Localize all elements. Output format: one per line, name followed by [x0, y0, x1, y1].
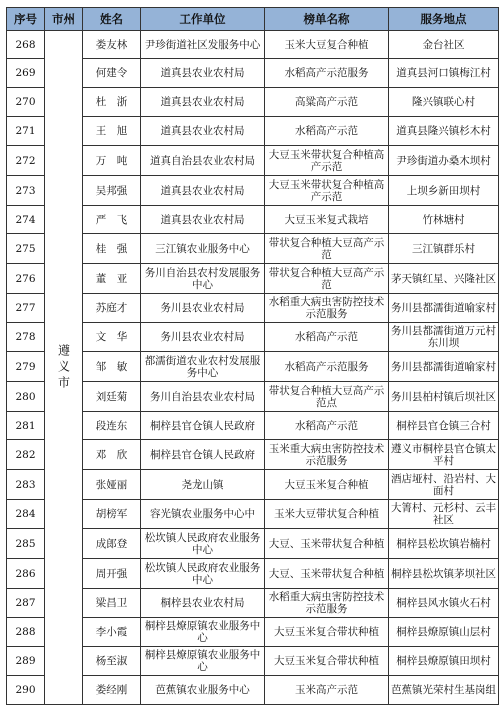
row-list-name: 玉米大豆带状复合种植 — [265, 500, 389, 529]
row-service-location: 桐梓县松坎镇茅坝社区 — [389, 559, 499, 589]
row-index: 279 — [7, 352, 45, 382]
row-list-name: 带状复合种植大豆高产示范 — [265, 234, 389, 264]
row-index: 277 — [7, 294, 45, 323]
row-name: 胡榜军 — [83, 500, 141, 529]
row-name: 娄友林 — [83, 31, 141, 59]
row-service-location: 茅天镇红星、兴隆社区 — [389, 264, 499, 294]
row-service-location: 务川县都濡街道喻家村 — [389, 352, 499, 382]
row-list-name: 大豆玉米复式栽培 — [265, 206, 389, 234]
row-employer: 务川自治县农村发展服务中心 — [141, 264, 265, 294]
row-name: 李小霞 — [83, 618, 141, 647]
row-employer: 道真自治县农业农村局 — [141, 146, 265, 176]
row-service-location: 道真县隆兴镇杉木村 — [389, 117, 499, 146]
roster-table — [6, 7, 499, 705]
row-index: 275 — [7, 234, 45, 264]
header-index: 序号 — [7, 8, 45, 31]
row-employer: 务川县农业农村局 — [141, 323, 265, 352]
row-name: 周开强 — [83, 559, 141, 589]
row-list-name: 水稻高产示范服务 — [265, 352, 389, 382]
row-name: 杜 浙 — [83, 88, 141, 117]
row-service-location: 桐梓县官仓镇三合村 — [389, 412, 499, 440]
row-name: 娄经刚 — [83, 676, 141, 705]
row-employer: 桐梓县农业农村局 — [141, 589, 265, 618]
row-index: 276 — [7, 264, 45, 294]
row-employer: 桐梓县燎原镇农业服务中心 — [141, 647, 265, 676]
row-service-location: 桐梓县风水镇火石村 — [389, 589, 499, 618]
row-service-location: 桐梓县松坎镇岩楠村 — [389, 529, 499, 559]
row-name: 苏庭才 — [83, 294, 141, 323]
row-name: 刘廷菊 — [83, 382, 141, 412]
row-list-name: 水稻高产示范服务 — [265, 59, 389, 88]
row-index: 288 — [7, 618, 45, 647]
row-employer: 务川县农业农村局 — [141, 294, 265, 323]
row-service-location: 务川县都濡街道喻家村 — [389, 294, 499, 323]
row-service-location: 务川县都濡街道万元村东川坝 — [389, 323, 499, 352]
row-name: 杨至淑 — [83, 647, 141, 676]
row-index: 280 — [7, 382, 45, 412]
row-name: 邹 敏 — [83, 352, 141, 382]
row-list-name: 玉米重大病虫害防控技术示范服务 — [265, 440, 389, 470]
row-list-name: 大豆玉米复合种植 — [265, 470, 389, 500]
row-employer: 尧龙山镇 — [141, 470, 265, 500]
row-service-location: 竹林塘村 — [389, 206, 499, 234]
row-service-location: 芭蕉镇光荣村生基岗组 — [389, 676, 499, 705]
row-employer: 桐梓县官仓镇人民政府 — [141, 412, 265, 440]
row-service-location: 金台社区 — [389, 31, 499, 59]
row-employer: 道真县农业农村局 — [141, 206, 265, 234]
header-name: 姓名 — [83, 8, 141, 31]
row-list-name: 水稻重大病虫害防控技术示范服务 — [265, 589, 389, 618]
row-employer: 道真县农业农村局 — [141, 88, 265, 117]
city-cell: 遵义市 — [45, 31, 83, 705]
header-employer: 工作单位 — [141, 8, 265, 31]
row-name: 严 飞 — [83, 206, 141, 234]
row-employer: 道真县农业农村局 — [141, 176, 265, 206]
row-name: 吴邦强 — [83, 176, 141, 206]
row-service-location: 道真县河口镇梅江村 — [389, 59, 499, 88]
row-index: 285 — [7, 529, 45, 559]
table-body — [7, 31, 499, 705]
row-employer: 都濡街道农业农村发展服务中心 — [141, 352, 265, 382]
row-name: 万 吨 — [83, 146, 141, 176]
row-index: 283 — [7, 470, 45, 500]
row-index: 274 — [7, 206, 45, 234]
row-list-name: 大豆、玉米带状复合种植 — [265, 559, 389, 589]
row-service-location: 上坝乡新田坝村 — [389, 176, 499, 206]
row-service-location: 隆兴镇联心村 — [389, 88, 499, 117]
row-name: 文 华 — [83, 323, 141, 352]
row-list-name: 大豆玉米复合带状种植 — [265, 647, 389, 676]
row-service-location: 大箐村、元杉村、云丰社区 — [389, 500, 499, 529]
row-list-name: 大豆、玉米带状复合种植 — [265, 529, 389, 559]
row-list-name: 大豆玉米带状复合种植高产示范 — [265, 146, 389, 176]
row-employer: 桐梓县官仓镇人民政府 — [141, 440, 265, 470]
row-name: 梁昌卫 — [83, 589, 141, 618]
row-index: 269 — [7, 59, 45, 88]
row-name: 段连东 — [83, 412, 141, 440]
row-name: 成郎登 — [83, 529, 141, 559]
row-list-name: 水稻高产示范 — [265, 323, 389, 352]
row-list-name: 带状复合种植大豆高产示范点 — [265, 382, 389, 412]
row-list-name: 水稻重大病虫害防控技术示范服务 — [265, 294, 389, 323]
header-city: 市州 — [45, 8, 83, 31]
header-row — [7, 8, 499, 31]
row-index: 289 — [7, 647, 45, 676]
row-name: 董 亚 — [83, 264, 141, 294]
row-service-location: 尹珍街道办桑木坝村 — [389, 146, 499, 176]
row-index: 271 — [7, 117, 45, 146]
row-name: 何建令 — [83, 59, 141, 88]
row-employer: 芭蕉镇农业服务中心 — [141, 676, 265, 705]
row-index: 273 — [7, 176, 45, 206]
row-employer: 道真县农业农村局 — [141, 59, 265, 88]
row-index: 286 — [7, 559, 45, 589]
row-list-name: 高粱高产示范 — [265, 88, 389, 117]
row-list-name: 大豆玉米复合带状种植 — [265, 618, 389, 647]
table-row — [7, 31, 499, 59]
row-index: 278 — [7, 323, 45, 352]
row-service-location: 务川县柏村镇后坝社区 — [389, 382, 499, 412]
row-index: 281 — [7, 412, 45, 440]
row-service-location: 桐梓县燎原镇山层村 — [389, 618, 499, 647]
header-service-location: 服务地点 — [389, 8, 499, 31]
row-employer: 容光镇农业服务中心中 — [141, 500, 265, 529]
row-service-location: 桐梓县燎原镇田坝村 — [389, 647, 499, 676]
row-list-name: 玉米高产示范 — [265, 676, 389, 705]
row-employer: 三江镇农业服务中心 — [141, 234, 265, 264]
row-index: 284 — [7, 500, 45, 529]
row-service-location: 三江镇群乐村 — [389, 234, 499, 264]
row-index: 268 — [7, 31, 45, 59]
row-name: 王 旭 — [83, 117, 141, 146]
row-index: 290 — [7, 676, 45, 705]
row-list-name: 水稻高产示范 — [265, 117, 389, 146]
row-employer: 尹珍街道社区发服务中心 — [141, 31, 265, 59]
row-index: 287 — [7, 589, 45, 618]
roster-table-wrap — [6, 7, 499, 705]
row-name: 桂 强 — [83, 234, 141, 264]
header-list-name: 榜单名称 — [265, 8, 389, 31]
row-index: 282 — [7, 440, 45, 470]
row-employer: 桐梓县燎原镇农业服务中心 — [141, 618, 265, 647]
row-employer: 道真县农业农村局 — [141, 117, 265, 146]
row-service-location: 遵义市桐梓县官仓镇太平村 — [389, 440, 499, 470]
row-employer: 务川自治县农业农村局 — [141, 382, 265, 412]
row-name: 张娅丽 — [83, 470, 141, 500]
row-list-name: 玉米大豆复合种植 — [265, 31, 389, 59]
row-employer: 松坎镇人民政府农业服务中心 — [141, 559, 265, 589]
row-index: 270 — [7, 88, 45, 117]
row-service-location: 酒店垭村、沿岩村、大面村 — [389, 470, 499, 500]
row-list-name: 大豆玉米带状复合种植高产示范 — [265, 176, 389, 206]
row-index: 272 — [7, 146, 45, 176]
row-list-name: 带状复合种植大豆高产示范 — [265, 264, 389, 294]
row-list-name: 水稻高产示范 — [265, 412, 389, 440]
row-employer: 松坎镇人民政府农业服务中心 — [141, 529, 265, 559]
row-name: 邓 欣 — [83, 440, 141, 470]
